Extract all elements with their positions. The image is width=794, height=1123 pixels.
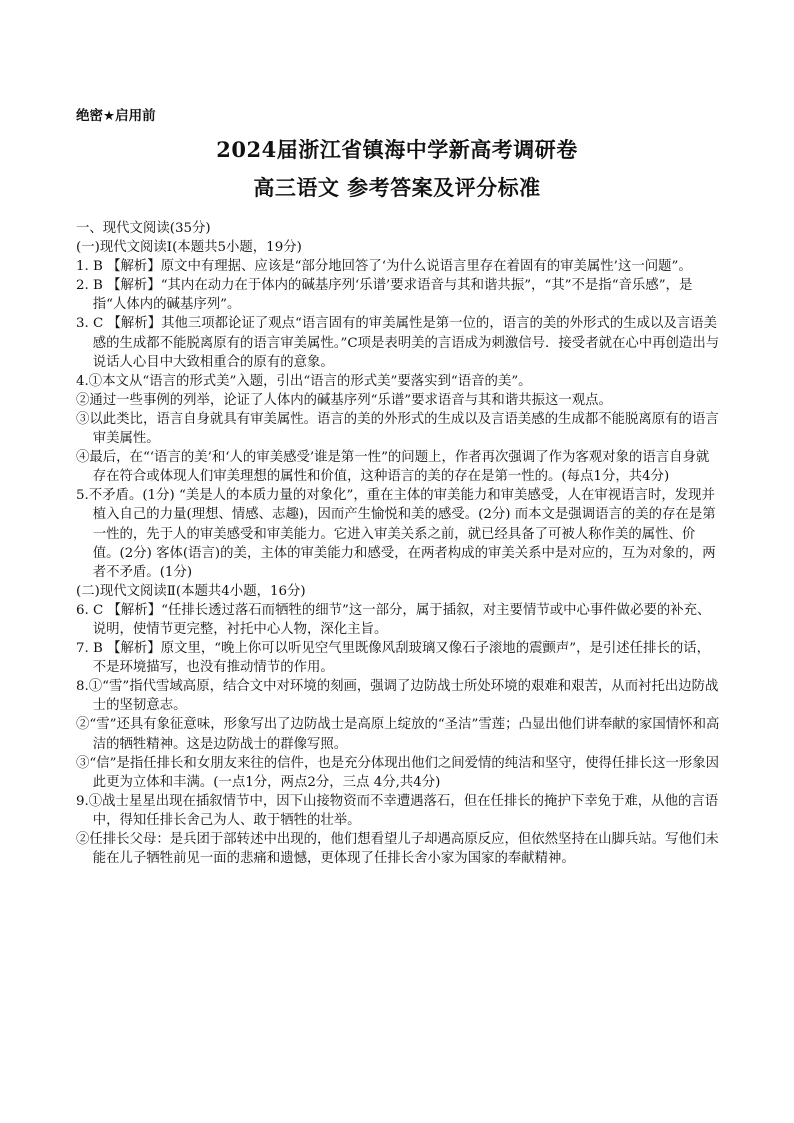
exam-subtitle: 高三语文 参考答案及评分标准 <box>253 175 541 200</box>
answer-8-point-2: ②“雪”还具有象征意味，形象写出了边防战士是高原上绽放的“圣洁”雪莲；凸显出他们讲奉献的家国情怀和高洁的牺牲精神。这是边防战士的群像写照。 <box>76 717 720 752</box>
answer-8-point-3: ③“信”是指任排长和女朋友来往的信件，也是充分体现出他们之间爱情的纯洁和坚守，使得任排长这一形象因此更为立体和丰满。(一点1分，两点2分，三点 4分,共4分) <box>76 755 720 790</box>
answer-4-point-3: ③以此类比，语言自身就具有审美属性。语言的美的外形式的生成以及言语美感的生成都不能脱离原有的语言审美属性。 <box>76 411 719 447</box>
answer-9-point-1: 9.①战士星星出现在插叙情节中，因下山接物资而不幸遭遇落石，但在任排长的掩护下幸免于难，从他的言语中，得知任排长舍己为人、敢于牺牲的壮举。 <box>76 793 719 828</box>
confidential-label: 绝密★启用前 <box>76 108 156 124</box>
answer-7: 7. B 【解析】原文里，“晚上你可以听见空气里既像风刮玻璃又像石子滚地的震颤声”，是引述任排长的话，不是环境描写，也没有推动情节的作用。 <box>76 641 711 676</box>
answer-9-point-2: ②任排长父母：是兵团于部转述中出现的，他们想看望儿子却遇高原反应，但依然坚持在山脚兵站。写他们未能在儿子牺牲前见一面的悲痛和遗憾，更体现了任排长舍小家为国家的奉献精神。 <box>76 832 719 867</box>
answer-body <box>76 219 722 868</box>
subsection-heading-2: (二)现代文阅读Ⅱ(本题共4小题，16分) <box>76 583 306 599</box>
exam-title: 2024届浙江省镇海中学新高考调研卷 <box>216 137 578 162</box>
answer-4-point-2: ②通过一些事例的列举，论证了人体内的碱基序列“乐谱”要求语音与其和谐共振这一观点。 <box>76 392 612 408</box>
subsection-heading: (一)现代文阅读Ⅰ(本题共5小题，19分) <box>76 240 302 256</box>
answer-4-point-4: ④最后，在“‘语言的美’和‘人的审美感受’谁是第一性”的问题上，作者再次强调了作为客观对象的语言自身就存在符合或体现人们审美理想的属性和价值，这种语言的美的存在是第一性的。(每点1分，共4分) <box>76 450 710 485</box>
answer-8-point-1: 8.①“雪”指代雪域高原，结合文中对环境的刻画，强调了边防战士所处环境的艰难和艰苦，从而衬托出边防战士的坚韧意志。 <box>76 679 719 714</box>
answer-6: 6. C 【解析】“任排长透过落石而牺牲的细节”这一部分，属于插叙，对主要情节或中心事件做必要的补充、说明，使情节更完整，衬托中心人物，深化主旨。 <box>76 602 711 637</box>
answer-5: 5.不矛盾。(1分) “美是人的本质力量的对象化”，重在主体的审美能力和审美感受，人在审视语言时，发现并植入自己的力量(理想、情感、志趣)，因而产生愉悦和美的感受。(2分) 而本文是强调语言的美的存在是第一性的，先于人的审美感受和审美能力。它进入审美关系之前，就已经具备了可被人称作美的属性、价值。(2分) 客体(语言)的美，主体的审美能力和感受，在两者构成的审美关系中是对应的，互为对象的，两者不矛盾。(1分) <box>76 488 716 580</box>
answer-3: 3. C 【解析】其他三项都论证了观点“语言固有的审美属性是第一位的，语言的美的外形式的生成以及言语美感的生成都不能脱离原有的语言审美属性。”C项是表明美的言语成为刺激信号．接受者就在心中再创造出与说话人心目中大致相重合的原有的意象。 <box>76 316 720 370</box>
answer-4-point-1: 4.①本文从“语言的形式美”入题，引出“语言的形式美”要落实到“语音的美”。 <box>76 373 532 389</box>
section-heading: 一、现代文阅读(35分) <box>76 221 211 236</box>
answer-1: 1. B 【解析】原文中有理据、应该是“部分地回答了‘为什么说语言里存在着固有的审美属性’这一问题”。 <box>76 259 692 275</box>
answer-2: 2. B 【解析】“其内在动力在于体内的碱基序列‘乐谱’要求语音与其和谐共振”，“其”不是指“音乐感”，是指“人体内的碱基序列”。 <box>76 278 693 313</box>
